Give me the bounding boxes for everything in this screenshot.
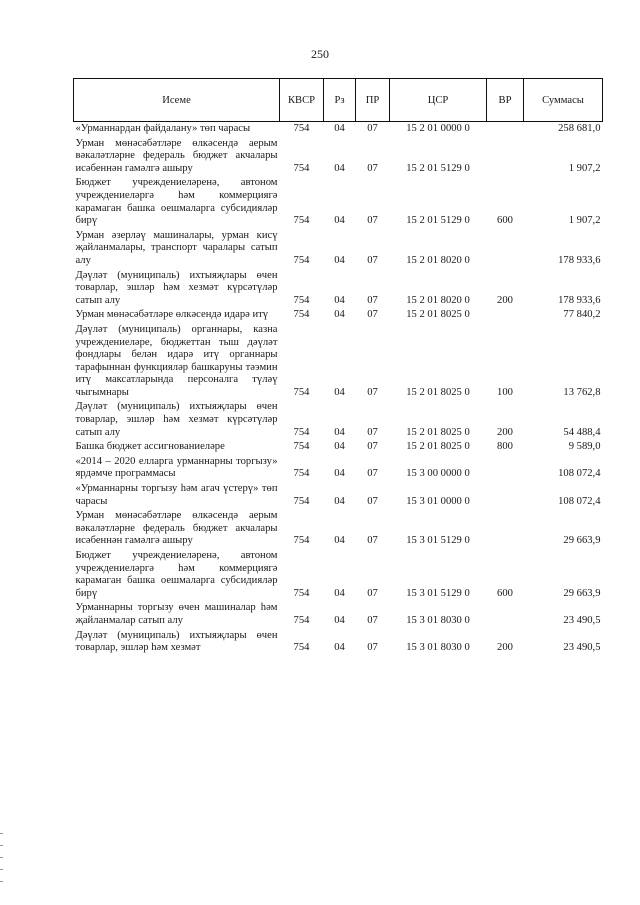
row-vr-cell bbox=[487, 601, 524, 628]
table-row bbox=[74, 455, 603, 482]
row-vr-cell: 200 bbox=[497, 642, 513, 654]
header-pr: ПР bbox=[356, 79, 390, 122]
row-kvsr-cell: 754 bbox=[293, 426, 310, 438]
row-kvsr-cell: 754 bbox=[293, 587, 310, 599]
row-kvsr-cell: 754 bbox=[293, 123, 310, 134]
row-rz-cell: 04 bbox=[334, 386, 345, 398]
table-row bbox=[74, 229, 603, 269]
row-vr-cell bbox=[487, 482, 524, 509]
table-row bbox=[74, 509, 603, 549]
row-name-cell: Урман мөнәсәбәтләре өлкәсендә аерым вәкаләтләрне федераль бюджет акчалары исәбеннән гамәлгә ашыру bbox=[75, 137, 278, 174]
row-vr-cell: 600 bbox=[497, 587, 513, 599]
row-rz-cell: 04 bbox=[334, 642, 345, 654]
header-kvsr: КВСР bbox=[280, 79, 324, 122]
row-csr-cell: 15 2 01 8025 0 bbox=[406, 426, 470, 438]
row-vr-cell bbox=[487, 308, 524, 323]
row-vr-cell bbox=[487, 137, 524, 177]
row-csr-cell: 15 3 01 8030 0 bbox=[406, 642, 470, 654]
row-csr-cell: 15 2 01 0000 0 bbox=[406, 123, 470, 134]
header-sum: Суммасы bbox=[524, 79, 603, 122]
row-pr-cell: 07 bbox=[367, 642, 378, 654]
row-kvsr-cell: 754 bbox=[293, 642, 310, 654]
row-rz-cell: 04 bbox=[334, 441, 345, 453]
row-name-cell: «2014 – 2020 елларга урманнарны торгызу» ярдәмче программасы bbox=[75, 455, 278, 480]
row-sum-cell: 108 072,4 bbox=[558, 495, 601, 507]
row-csr-cell: 15 2 01 8025 0 bbox=[406, 309, 470, 321]
row-csr-cell: 15 3 01 5129 0 bbox=[406, 587, 470, 599]
row-name-cell: Дәүләт (муниципаль) органнары, казна учреждениеләре, бюджеттан тыш дәүләт фондлары белән идарә итү органнары тарафыннан функцияләр башкаруны тәэмин итү максатларында персоналга түләү чыгымнары bbox=[75, 323, 278, 398]
row-sum-cell: 258 681,0 bbox=[558, 123, 601, 134]
row-vr-cell bbox=[487, 122, 524, 137]
row-kvsr-cell: 754 bbox=[293, 309, 310, 321]
row-pr-cell: 07 bbox=[367, 215, 378, 227]
row-pr-cell: 07 bbox=[367, 535, 378, 547]
row-vr-cell: 200 bbox=[497, 426, 513, 438]
table-row bbox=[74, 137, 603, 177]
row-csr-cell: 15 3 01 8030 0 bbox=[406, 614, 470, 626]
row-rz-cell: 04 bbox=[334, 468, 345, 480]
row-vr-cell: 100 bbox=[497, 386, 513, 398]
row-name-cell: Бюджет учреждениеләренә, автоном учреждениеләргә һәм коммерциягә карамаган башка оешмаларга субсидияләр бирү bbox=[75, 550, 278, 599]
header-rz: Рз bbox=[324, 79, 356, 122]
row-sum-cell: 29 663,9 bbox=[563, 535, 601, 547]
row-rz-cell: 04 bbox=[334, 215, 345, 227]
row-sum-cell: 108 072,4 bbox=[558, 468, 601, 480]
table-row bbox=[74, 440, 603, 455]
table-row bbox=[74, 308, 603, 323]
row-csr-cell: 15 2 01 5129 0 bbox=[406, 215, 470, 227]
table-row bbox=[74, 629, 603, 656]
table-header-row bbox=[74, 79, 603, 122]
table-row bbox=[74, 601, 603, 628]
row-vr-cell: 600 bbox=[497, 215, 513, 227]
row-vr-cell bbox=[487, 509, 524, 549]
row-rz-cell: 04 bbox=[334, 309, 345, 321]
row-rz-cell: 04 bbox=[334, 535, 345, 547]
row-csr-cell: 15 3 01 0000 0 bbox=[406, 495, 470, 507]
row-sum-cell: 29 663,9 bbox=[563, 587, 601, 599]
row-kvsr-cell: 754 bbox=[293, 614, 310, 626]
row-kvsr-cell: 754 bbox=[293, 254, 310, 266]
row-vr-cell bbox=[487, 455, 524, 482]
row-sum-cell: 54 488,4 bbox=[563, 426, 601, 438]
row-rz-cell: 04 bbox=[334, 123, 345, 134]
row-name-cell: Урман мөнәсәбәтләре өлкәсендә идарә итү bbox=[75, 309, 269, 321]
row-pr-cell: 07 bbox=[367, 254, 378, 266]
row-name-cell: Урман мөнәсәбәтләре өлкәсендә аерым вәкаләтләрне федераль бюджет акчалары исәбеннән гамәлгә ашыру bbox=[75, 510, 278, 547]
row-rz-cell: 04 bbox=[334, 294, 345, 306]
row-pr-cell: 07 bbox=[367, 441, 378, 453]
row-sum-cell: 77 840,2 bbox=[563, 309, 601, 321]
row-name-cell: «Урманнардан файдалану» төп чарасы bbox=[75, 123, 251, 134]
row-name-cell: Башка бюджет ассигнованиеләре bbox=[75, 441, 225, 453]
row-name-cell: Дәүләт (муниципаль) ихтыяҗлары өчен товарлар, эшләр һәм хезмәт күрсәтүләр сатып алу bbox=[75, 401, 278, 438]
row-rz-cell: 04 bbox=[334, 495, 345, 507]
row-rz-cell: 04 bbox=[334, 162, 345, 174]
row-sum-cell: 1 907,2 bbox=[568, 215, 601, 227]
row-rz-cell: 04 bbox=[334, 426, 345, 438]
row-pr-cell: 07 bbox=[367, 309, 378, 321]
row-pr-cell: 07 bbox=[367, 162, 378, 174]
row-pr-cell: 07 bbox=[367, 614, 378, 626]
row-pr-cell: 07 bbox=[367, 468, 378, 480]
row-csr-cell: 15 2 01 8020 0 bbox=[406, 254, 470, 266]
row-name-cell: Бюджет учреждениеләренә, автоном учреждениеләргә һәм коммерциягә карамаган башка оешмаларга субсидияләр бирү bbox=[75, 177, 278, 227]
row-pr-cell: 07 bbox=[367, 294, 378, 306]
row-kvsr-cell: 754 bbox=[293, 495, 310, 507]
row-vr-cell bbox=[487, 229, 524, 269]
row-kvsr-cell: 754 bbox=[293, 468, 310, 480]
table-row bbox=[74, 122, 603, 137]
budget-table bbox=[73, 78, 603, 656]
row-csr-cell: 15 2 01 5129 0 bbox=[406, 162, 470, 174]
row-kvsr-cell: 754 bbox=[293, 215, 310, 227]
header-vr: ВР bbox=[487, 79, 524, 122]
row-csr-cell: 15 2 01 8025 0 bbox=[406, 441, 470, 453]
row-sum-cell: 9 589,0 bbox=[568, 441, 601, 453]
row-pr-cell: 07 bbox=[367, 386, 378, 398]
row-rz-cell: 04 bbox=[334, 587, 345, 599]
row-csr-cell: 15 3 00 0000 0 bbox=[406, 468, 470, 480]
row-rz-cell: 04 bbox=[334, 614, 345, 626]
row-name-cell: Дәүләт (муниципаль) ихтыяҗлары өчен товарлар, эшләр һәм хезмәт күрсәтүләр сатып алу bbox=[75, 269, 278, 306]
row-name-cell: «Урманнарны торгызу һәм агач үстерү» төп чарасы bbox=[75, 483, 278, 507]
row-vr-cell: 800 bbox=[497, 441, 513, 453]
row-sum-cell: 23 490,5 bbox=[563, 614, 601, 626]
row-name-cell: Дәүләт (муниципаль) ихтыяҗлары өчен товарлар, эшләр һәм хезмәт bbox=[75, 629, 278, 654]
row-sum-cell: 1 907,2 bbox=[568, 162, 601, 174]
row-csr-cell: 15 2 01 8020 0 bbox=[406, 294, 470, 306]
row-kvsr-cell: 754 bbox=[293, 162, 310, 174]
row-sum-cell: 178 933,6 bbox=[558, 254, 601, 266]
row-sum-cell: 178 933,6 bbox=[558, 294, 601, 306]
row-pr-cell: 07 bbox=[367, 495, 378, 507]
header-name: Исеме bbox=[74, 79, 280, 122]
row-csr-cell: 15 2 01 8025 0 bbox=[406, 386, 470, 398]
row-sum-cell: 13 762,8 bbox=[563, 386, 601, 398]
row-pr-cell: 07 bbox=[367, 123, 378, 134]
row-vr-cell: 200 bbox=[497, 294, 513, 306]
row-kvsr-cell: 754 bbox=[293, 386, 310, 398]
page-number: 250 bbox=[311, 47, 329, 61]
header-csr: ЦСР bbox=[390, 79, 487, 122]
table-row bbox=[74, 549, 603, 601]
table-row bbox=[74, 482, 603, 509]
row-rz-cell: 04 bbox=[334, 254, 345, 266]
table-row bbox=[74, 323, 603, 401]
row-csr-cell: 15 3 01 5129 0 bbox=[406, 535, 470, 547]
row-kvsr-cell: 754 bbox=[293, 535, 310, 547]
row-sum-cell: 23 490,5 bbox=[563, 642, 601, 654]
table-row bbox=[74, 269, 603, 309]
row-name-cell: Урманнарны торгызу өчен машиналар һәм җайланмалар сатып алу bbox=[75, 602, 278, 626]
row-kvsr-cell: 754 bbox=[293, 294, 310, 306]
row-name-cell: Урман әзерләү машиналары, урман кисү җайланмалары, транспорт чаралары сатып алу bbox=[75, 229, 278, 266]
row-pr-cell: 07 bbox=[367, 426, 378, 438]
row-pr-cell: 07 bbox=[367, 587, 378, 599]
table-row bbox=[74, 400, 603, 440]
table-row bbox=[74, 176, 603, 228]
row-kvsr-cell: 754 bbox=[293, 441, 310, 453]
